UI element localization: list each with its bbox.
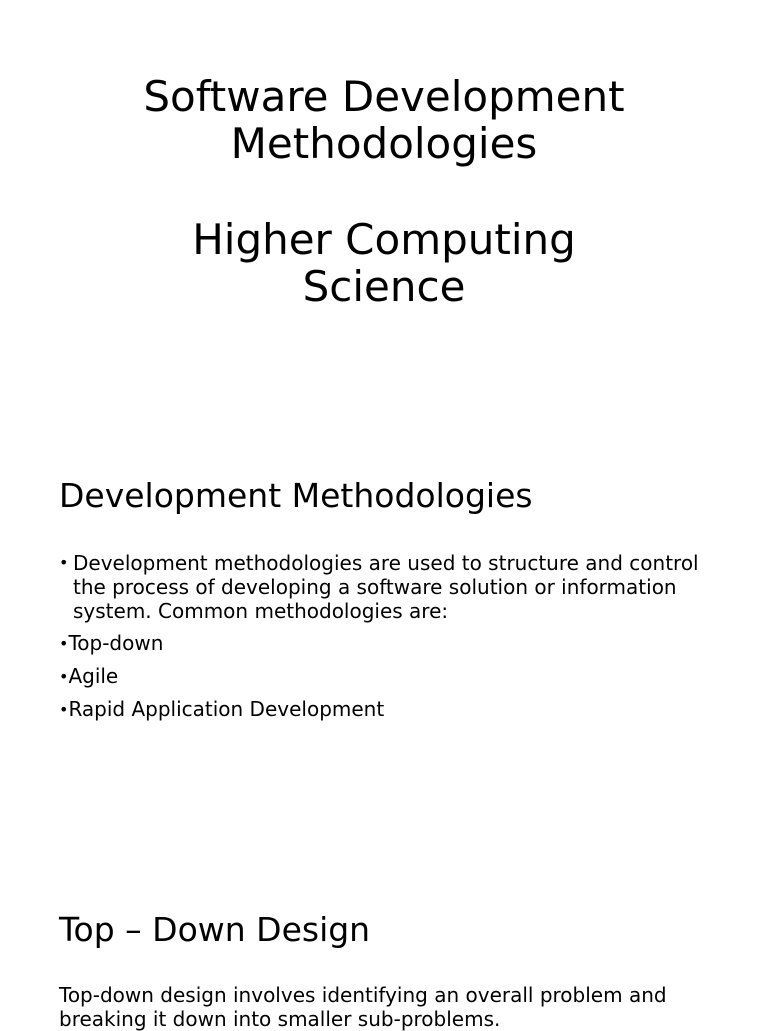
slide-heading: Top – Down Design: [59, 910, 371, 949]
slide-heading: Development Methodologies: [59, 476, 533, 515]
bullet-icon: •: [59, 634, 69, 653]
title-line-2: Methodologies: [230, 119, 538, 168]
bullet-list: [59, 551, 719, 730]
intro-text: Development methodologies are used to structure and control the process of developing a software solution or information system. Common methodologies are:: [73, 551, 699, 623]
list-item-label: Top-down: [68, 631, 164, 655]
presentation-subtitle: [0, 216, 768, 310]
list-item-intro: [59, 551, 719, 623]
top-down-slide: [0, 895, 768, 1031]
bullet-icon: •: [59, 700, 69, 719]
bullet-icon: •: [59, 667, 69, 686]
title-slide: [0, 0, 768, 420]
title-line-1: Software Development: [143, 72, 625, 121]
list-item: [59, 664, 719, 689]
body-text: Top-down design involves identifying an overall problem and breaking it down into smaller sub-problems.: [59, 983, 667, 1031]
list-item-label: Rapid Application Development: [68, 697, 385, 721]
bullet-icon: •: [59, 553, 69, 572]
subtitle-line-2: Science: [302, 262, 466, 311]
methodologies-slide: [0, 460, 768, 890]
presentation-title: [0, 73, 768, 167]
list-item: [59, 631, 719, 656]
list-item-label: Agile: [68, 664, 119, 688]
list-item: [59, 697, 719, 722]
subtitle-line-1: Higher Computing: [192, 215, 576, 264]
